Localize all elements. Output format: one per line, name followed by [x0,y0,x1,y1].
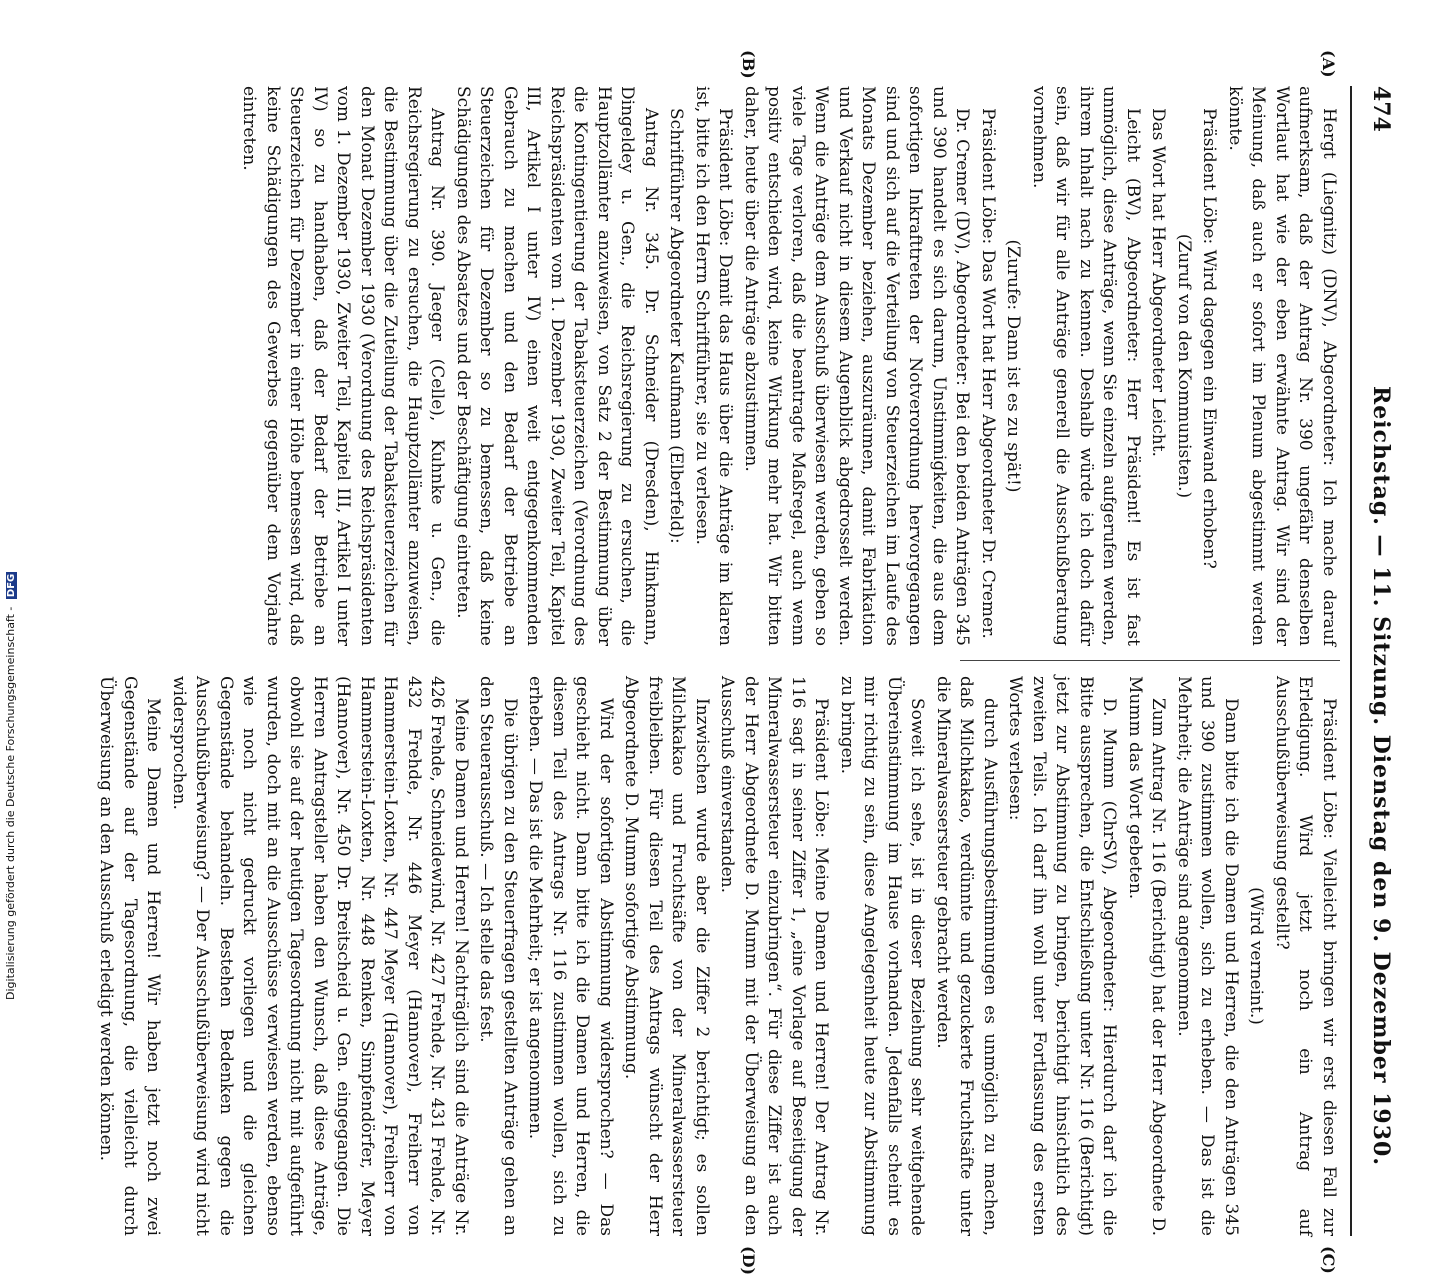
margin-mark-d: (D) [739,1246,758,1275]
quoted-text: durch Ausführungsbestimmungen es unmöglich zu machen, daß Milchkakao, verdünnte und gezuckerte Fruchtsäfte unter die Mineralwassersteuer gebracht werden. [933,676,1000,1236]
margin-mark-a: (A) [1319,50,1338,78]
paragraph: Meine Damen und Herren! Wir haben jetzt noch zwei Gegenstände auf der Tagesordnung, die vielleicht durch Überweisung an den Ausschuß erledigt werden können. [96,676,164,1236]
page-header [1358,86,1398,1236]
paragraph: Antrag Nr. 345. Dr. Schneider (Dresden), Hinkmann, Dingeldey u. Gen., die Reichsregierung zu ersuchen, die Hauptzollämter anzuweisen, von Satz 2 der Bestimmung über die Kontingentierung der Tabaksteuerzeichen (Verordnung des Reichspräsidenten vom 1. Dezember 1930, Zweiter Teil, Kapitel III, Artikel I unter IV) einen weit entgegenkommenden Gebrauch zu machen und den Bedarf der Betriebe an Steuerzeichen für Dezember so zu bemessen, daß keine Schädigungen des Absatzes und der Beschäftigung eintreten. [453,86,661,646]
paragraph: Soweit ich sehe, ist in dieser Beziehung sehr weitgehende Übereinstimmung im Hause vorhanden. Jedenfalls scheint es mir richtig zu sein, diese Angelegenheit heute zur Abstimmung zu bringen. [837,676,928,1236]
paragraph: Präsident Löbe: Meine Damen und Herren! Der Antrag Nr. 116 sagt in seiner Ziffer 1, „eine Vorlage auf Beseitigung der Mineralwassersteuer einzubringen“. Für diese Ziffer ist auch der Herr Abgeordnete D. Mumm mit der Überweisung an den Ausschuß einverstanden. [717,676,832,1236]
page-number: 474 [1368,86,1394,132]
running-title: Reichstag. — 11. Sitzung. Dienstag den 9. Dezember 1930. [1368,386,1394,1167]
paragraph: Präsident Löbe: Das Wort hat Herr Abgeordneter Dr. Cremer. [978,108,998,639]
header-rule [1350,86,1352,1236]
interjection: (Wird verneint.) [1246,887,1267,1025]
paragraph: Präsident Löbe: Damit das Haus über die Anträge im klaren ist, bitte ich den Herrn Schriftführer, sie zu verlesen. [692,86,736,646]
paragraph: Dr. Cremer (DV), Abgeordneter: Bei den beiden Anträgen 345 und 390 handelt es sich darum, Unstimmigkeiten, die aus dem sofortigen Inkrafttreten der Notverordnung hervorgegangen sind und sich auf die Verteilung von Steuerzeichen im Laufe des Monats Dezember beziehen, auszuräumen, damit Fabrikation und Verkauf nicht in diesem Augenblick abgedrosselt werden. Wenn die Anträge dem Ausschuß überwiesen werden, geben so viele Tage verloren, daß die beantragte Maßregel, auch wenn positiv entschieden wird, keine Wirkung mehr hat. Wir bitten daher, heute über die Anträge abzustimmen. [741,86,973,646]
paragraph: Zum Antrag Nr. 116 (Berichtigt) hat der Herr Abgeordnete D. Mumm das Wort gebeten. [1125,676,1169,1236]
interjection: (Zuruf von den Kommunisten.) [1174,233,1194,499]
dfg-logo: DFG [6,573,17,598]
footer-text: Digitalisierung gefördert durch die Deutsche Forschungsgemeinschaft - [4,606,17,1000]
column-separator [960,660,1340,661]
rotated-page [96,50,1398,1275]
paragraph: Schriftführer Abgeordneter Kaufmann (Elberfeld): [666,108,687,544]
paragraph: Antrag Nr. 390. Jaeger (Celle), Kuhnke u. Gen., die Reichsregierung zu ersuchen, die Hauptzollämter anzuweisen, die Bestimmung über die Zuteilung der Tabaksteuerzeichen für den Monat Dezember 1930 (Verordnung des Reichspräsidenten vom 1. Dezember 1930, Zweiter Teil, Kapitel III, Artikel I unter IV) so zu handhaben, daß der Bedarf der Betriebe an Steuerzeichen für Dezember in einer Höhe bemessen wird, daß keine Schädigungen des Gewerbes gegenüber dem Vorjahre eintreten. [239,86,448,646]
paragraph: Wird der sofortigen Abstimmung widersprochen? — Das geschieht nicht. Dann bitte ich die Damen und Herren, die diesem Teil des Antrags Nr. 116 zustimmen wollen, sich zu erheben. — Das ist die Mehrheit; er ist angenommen. [525,676,616,1236]
margin-mark-c: (C) [1319,1246,1338,1274]
paragraph: Leicht (BV), Abgeordneter: Herr Präsident! Es ist fast unmöglich, diese Anträge, wenn Sie einzeln aufgerufen werden, ihrem Inhalt nach zu kennen. Deshalb würde ich doch dafür sein, daß wir für alle Anträge generell die Ausschußberatung vornehmen. [1029,86,1143,646]
paragraph: D. Mumm (ChrSV), Abgeordneter: Hierdurch darf ich die Bitte aussprechen, die Entschließung unter Nr. 116 (Berichtigt) jetzt zur Abstimmung zu bringen, berichtigt hinsichtlich des zweiten Teils. Ich darf ihn wohl unter Fortlassung des ersten Wortes verlesen: [1005,676,1120,1236]
paragraph: Präsident Löbe: Wird dagegen ein Einwand erhoben? [1199,108,1220,569]
paragraph: Meine Damen und Herren! Nachträglich sind die Anträge Nr. 426 Frehde, Schneidewind, Nr. 427 Frehde, Nr. 431 Frehde, Nr. 432 Frehde, Nr. 446 Meyer (Hannover), Freiherr von Hammerstein-Loxten, Nr. 447 Meyer (Hannover), Freiherr von Hammerstein-Loxten, Nr. 448 Renken, Simpfendörfer, Meyer (Hannover), Nr. 450 Dr. Breitscheid u. Gen. eingegangen. Die Herren Antragsteller haben den Wunsch, daß diese Anträge, obwohl sie auf der heutigen Tagesordnung nicht mit aufgeführt wurden, doch mit an die Ausschüsse verwiesen werden, ebenso wie noch nicht gedruckt vorliegen und die gleichen Gegenstände behandeln. Bestehen Bedenken gegen die Ausschußüberweisung? — Der Ausschußüberweisung wird nicht widersprochen. [169,676,471,1236]
margin-mark-b: (B) [739,50,758,79]
paragraph: Das Wort hat Herr Abgeordneter Leicht. [1148,108,1169,457]
paragraph: Die übrigen zu den Steuerfragen gestellten Anträge gehen an den Steuerausschuß. — Ich stelle das fest. [476,676,520,1236]
paragraph: Dann bitte ich die Damen und Herren, die den Anträgen 345 und 390 zustimmen wollen, sich zu erheben. — Das ist die Mehrheit; die Anträge sind angenommen. [1174,676,1241,1236]
right-column [92,676,1340,1236]
paragraph: Inzwischen wurde aber die Ziffer 2 berichtigt; es sollen Milchkakao und Fruchtsäfte von der Mineralwassersteuer freibleiben. Für diesen Teil des Antrags wünscht der Herr Abgeordnete D. Mumm sofortige Abstimmung. [621,676,712,1236]
left-column [235,86,1340,646]
digitization-footer [4,572,17,1000]
paragraph: Präsident Löbe: Vielleicht bringen wir erst diesen Fall zur Erledigung. Wird jetzt noch ein Antrag auf Ausschußüberweisung gestellt? [1272,676,1339,1236]
paragraph: Hergt (Liegnitz) (DNV), Abgeordneter: Ich mache darauf aufmerksam, daß der Antrag Nr. 390 ungefähr denselben Wortlaut hat wie der eben erwähnte Antrag. Wir sind der Meinung, daß auch er sofort im Plenum abgestimmt werden könnte. [1225,86,1339,646]
interjection: (Zurufe: Dann ist es zu spät!) [1003,239,1024,493]
